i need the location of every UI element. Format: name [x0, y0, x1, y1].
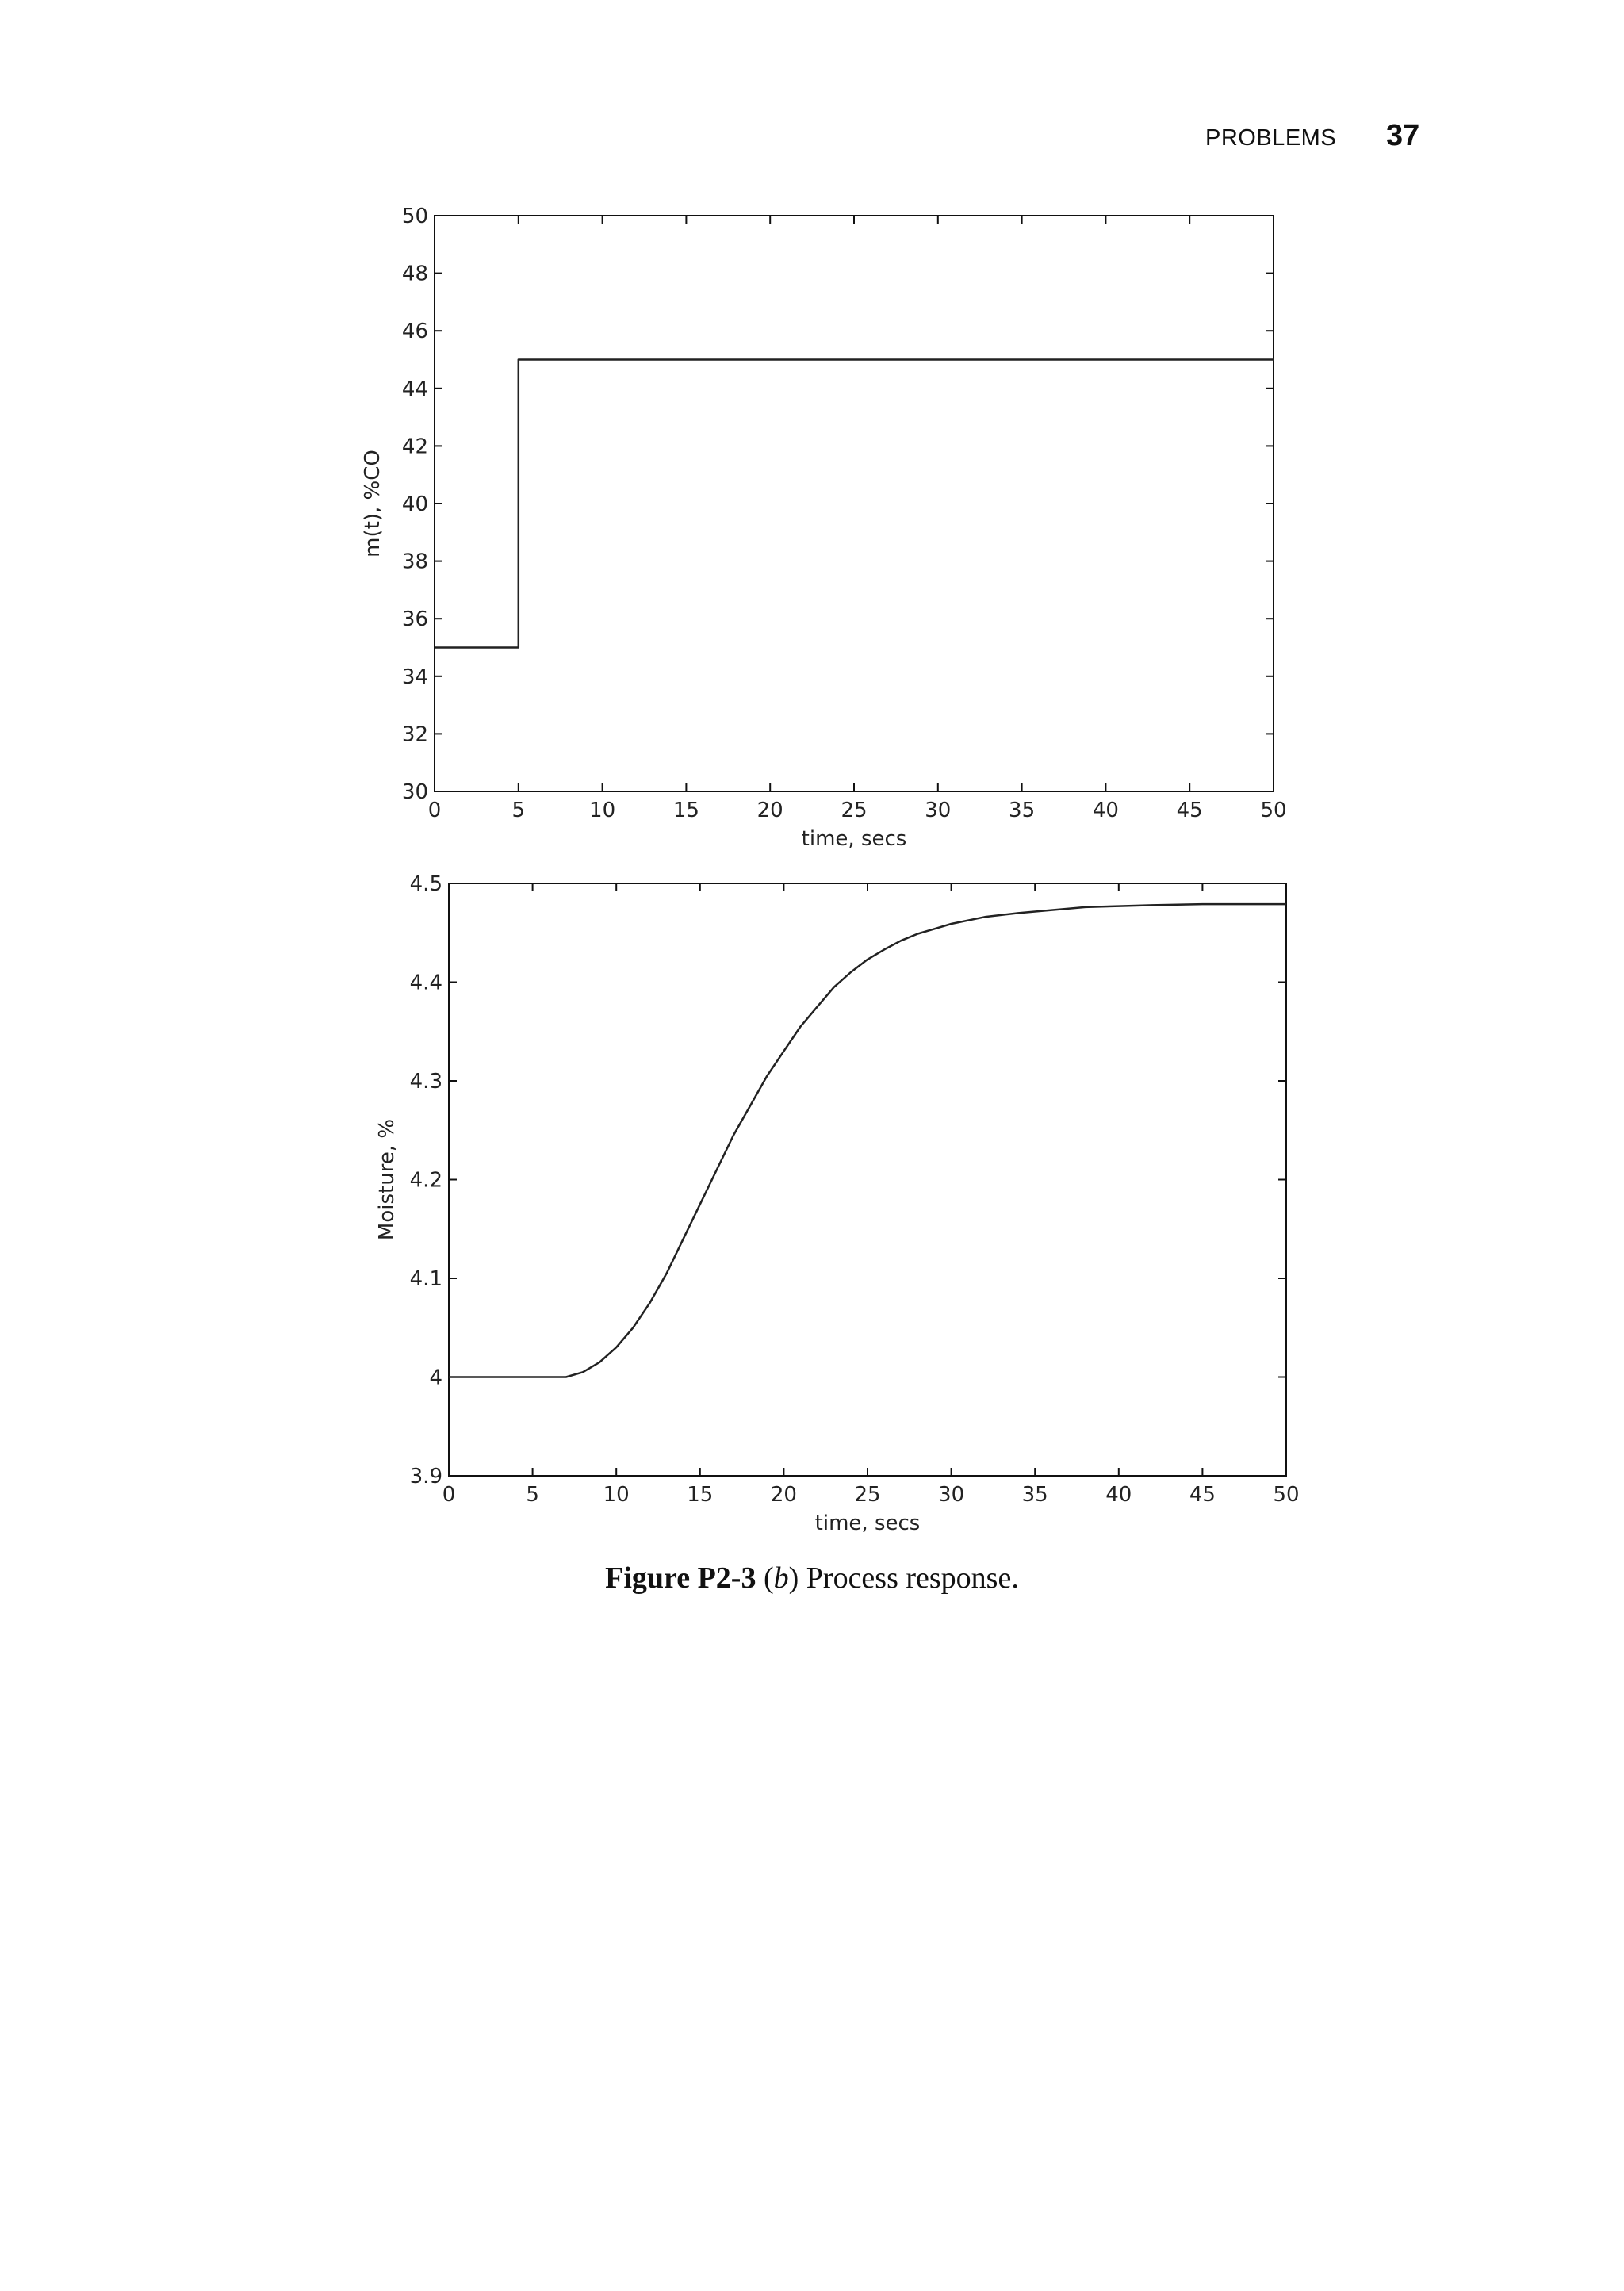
- y-axis-label: Moisture, %: [375, 1118, 399, 1241]
- y-tick-label: 48: [401, 262, 428, 286]
- y-tick-label: 40: [401, 492, 428, 516]
- y-tick-label: 42: [401, 435, 428, 459]
- figure-part: b: [773, 1561, 789, 1595]
- y-axis-label: m(t), %CO: [361, 450, 385, 557]
- y-tick-label: 44: [401, 377, 428, 401]
- x-tick-label: 30: [925, 799, 952, 822]
- x-tick-label: 50: [1260, 799, 1287, 822]
- x-tick-label: 25: [841, 799, 868, 822]
- y-tick-label: 36: [401, 607, 428, 632]
- x-tick-label: 30: [938, 1483, 965, 1507]
- x-tick-label: 0: [442, 1483, 456, 1507]
- y-tick-label: 32: [401, 722, 428, 747]
- plot-frame: [449, 883, 1286, 1476]
- x-tick-label: 35: [1009, 799, 1036, 822]
- x-tick-label: 20: [756, 799, 783, 822]
- figure-caption: Figure P2-3 (b) Process response.: [605, 1561, 1019, 1595]
- x-tick-label: 5: [526, 1483, 539, 1507]
- series-line: [449, 904, 1286, 1377]
- y-tick-label: 46: [401, 320, 428, 344]
- plot-frame: [435, 216, 1274, 791]
- y-tick-label: 38: [401, 550, 428, 574]
- x-tick-label: 40: [1092, 799, 1119, 822]
- x-tick-label: 20: [770, 1483, 797, 1507]
- series-line: [435, 360, 1274, 648]
- y-tick-label: 4.1: [409, 1267, 442, 1291]
- y-tick-label: 3.9: [409, 1465, 442, 1488]
- running-header-section: PROBLEMS: [1205, 125, 1337, 151]
- moisture-response-chart: [0, 872, 1624, 1554]
- y-tick-label: 4.5: [409, 872, 442, 896]
- y-tick-label: 4.3: [409, 1070, 442, 1094]
- y-tick-label: 4: [429, 1366, 442, 1390]
- x-tick-label: 0: [427, 799, 442, 822]
- x-tick-label: 15: [672, 799, 699, 822]
- figure-label: Figure P2-3: [605, 1561, 756, 1595]
- x-axis-label: time, secs: [801, 827, 907, 851]
- figure-caption-text: Process response.: [806, 1561, 1019, 1595]
- step-input-chart: [0, 0, 1624, 872]
- y-tick-label: 30: [401, 780, 428, 804]
- x-tick-label: 35: [1021, 1483, 1048, 1507]
- page-number: 37: [1386, 119, 1420, 152]
- x-tick-label: 25: [854, 1483, 881, 1507]
- x-tick-label: 45: [1176, 799, 1203, 822]
- x-tick-label: 50: [1273, 1483, 1300, 1507]
- x-tick-label: 10: [603, 1483, 630, 1507]
- x-axis-label: time, secs: [814, 1511, 921, 1535]
- y-tick-label: 4.4: [409, 971, 442, 995]
- x-tick-label: 5: [511, 799, 526, 822]
- x-tick-label: 40: [1105, 1483, 1132, 1507]
- x-tick-label: 10: [589, 799, 616, 822]
- y-tick-label: 4.2: [409, 1168, 442, 1193]
- x-tick-label: 45: [1189, 1483, 1216, 1507]
- y-tick-label: 34: [401, 665, 428, 689]
- y-tick-label: 50: [401, 205, 428, 228]
- x-tick-label: 15: [687, 1483, 714, 1507]
